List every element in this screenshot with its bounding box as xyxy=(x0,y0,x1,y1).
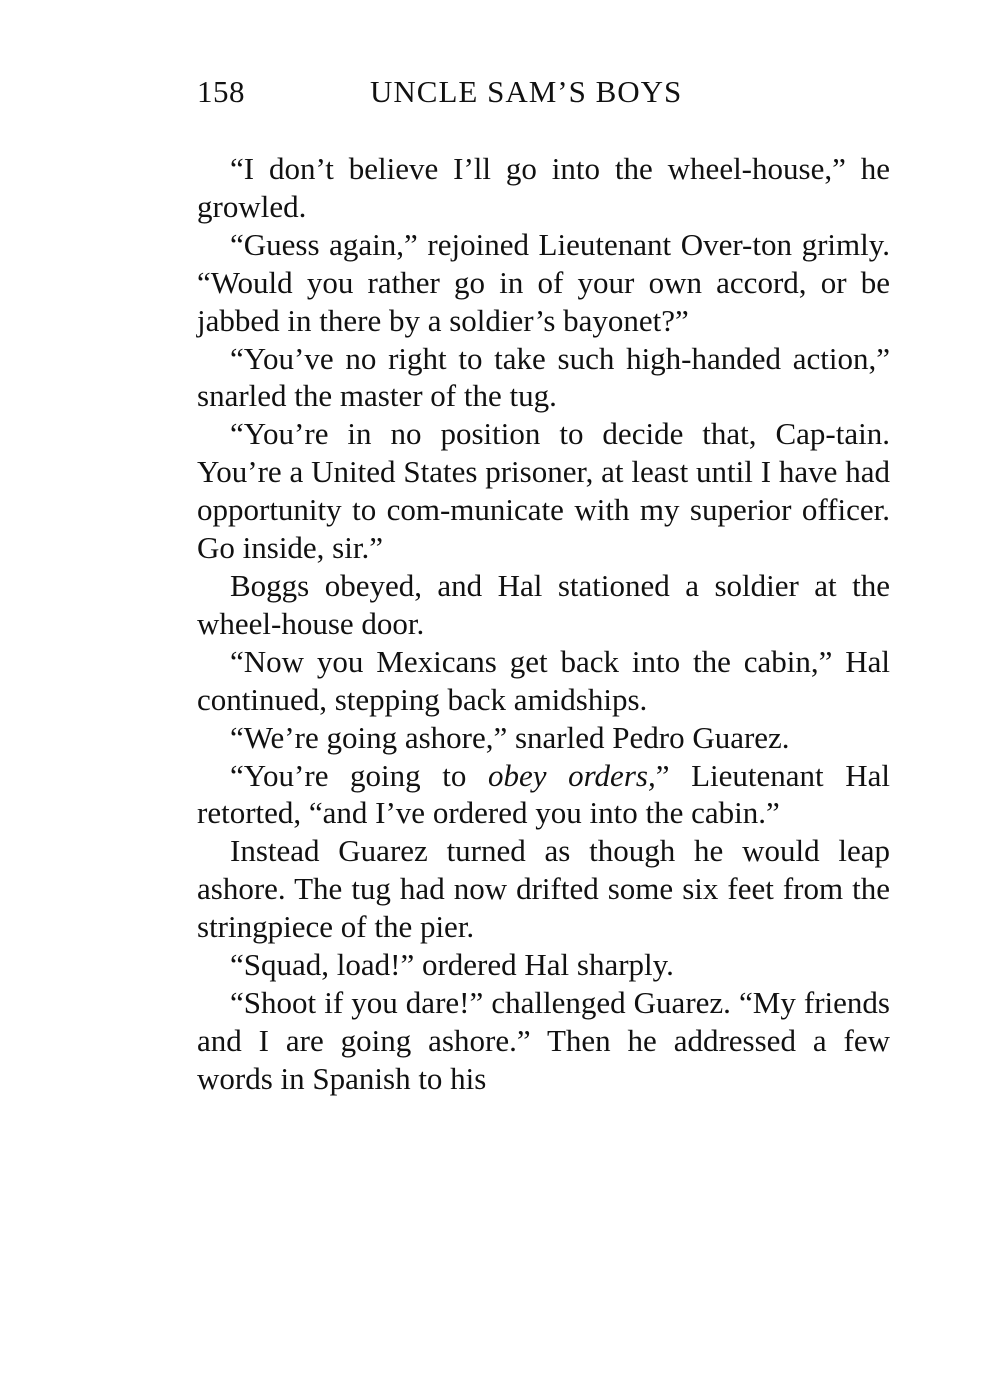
paragraph: “We’re going ashore,” snarled Pedro Guarez. xyxy=(230,719,790,755)
paragraph: “You’ve no right to take such high-handed action,” snarled the master of the tug. xyxy=(197,340,890,414)
running-head: UNCLE SAM’S BOYS xyxy=(370,74,683,109)
paragraph: “Now you Mexicans get back into the cabin,” Hal continued, stepping back amidships. xyxy=(197,643,890,717)
paragraph: “Squad, load!” ordered Hal sharply. xyxy=(230,947,674,983)
paragraph xyxy=(197,757,890,833)
paragraph: Instead Guarez turned as though he would leap ashore. The tug had now drifted some six feet from the stringpiece of the pier. xyxy=(197,833,890,945)
emphasized-text: obey orders, xyxy=(488,757,656,793)
paragraph: Boggs obeyed, and Hal stationed a soldier at the wheel-house door. xyxy=(197,567,890,641)
paragraph: “I don’t believe I’ll go into the wheel-house,” he growled. xyxy=(197,151,890,224)
page-number: 158 xyxy=(197,74,245,109)
paragraph: “You’re in no position to decide that, Cap-tain. You’re a United States prisoner, at least until I have had opportunity to com-municate with my superior officer. Go inside, sir.” xyxy=(197,416,890,566)
paragraph-text: ” Lieutenant Hal retorted, “and I’ve ordered you into the cabin.” xyxy=(197,757,890,831)
paragraph: “Guess again,” rejoined Lieutenant Over-ton grimly. “Would you rather go in of your own accord, or be jabbed in there by a soldier’s bayonet?” xyxy=(197,226,890,338)
paragraph: “Shoot if you dare!” challenged Guarez. “My friends and I are going ashore.” Then he addressed a few words in Spanish to his xyxy=(197,984,890,1096)
paragraph-text: “You’re going to xyxy=(230,757,489,793)
page-header xyxy=(197,72,897,112)
body-text xyxy=(197,150,890,1098)
